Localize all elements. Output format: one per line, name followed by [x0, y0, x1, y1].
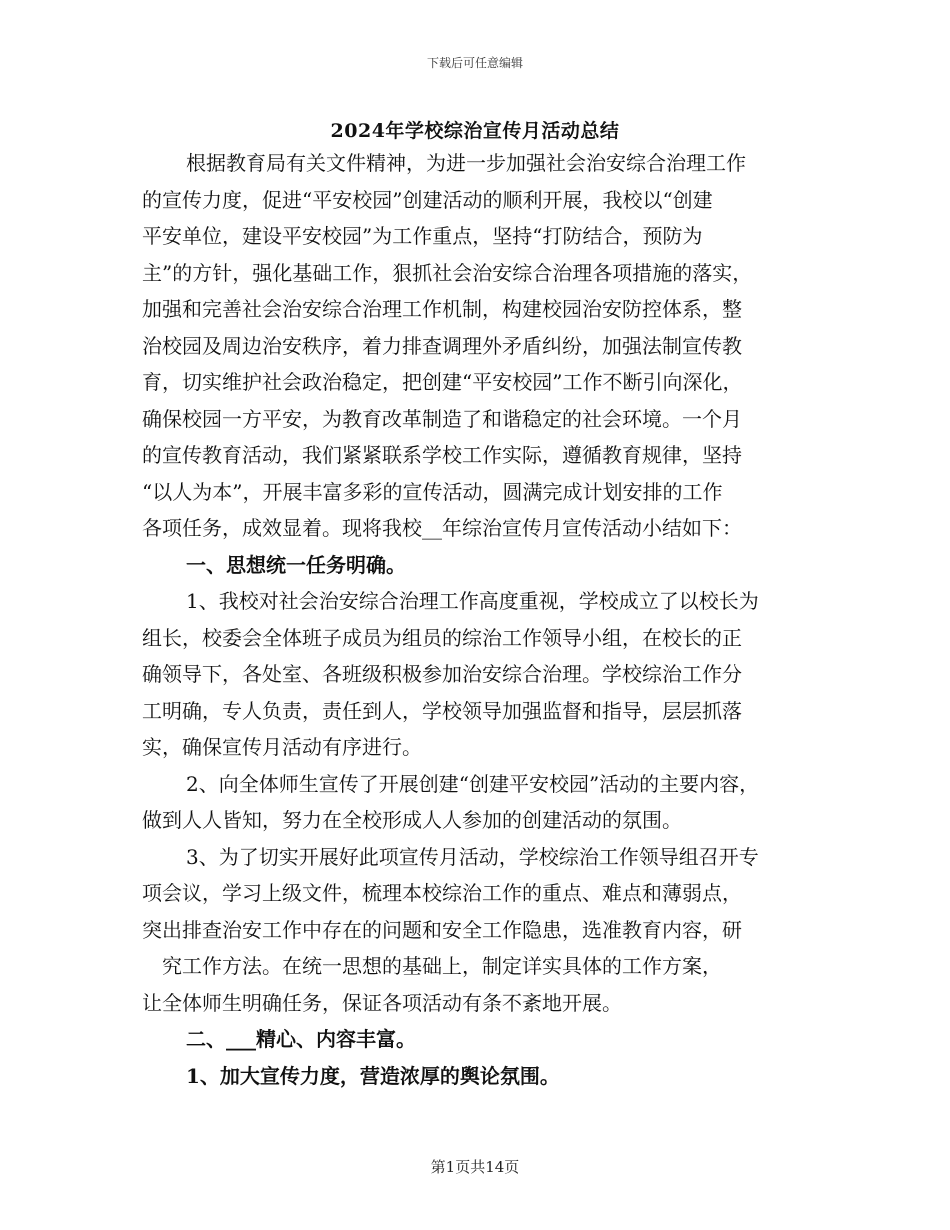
paragraph-line: 确保校园一方平安，为教育改革制造了和谐稳定的社会环境。一个月: [142, 406, 742, 431]
paragraph-line: 的宣传教育活动，我们紧紧联系学校工作实际，遵循教育规律，坚持: [142, 443, 742, 467]
paragraph-line: 根据教育局有关文件精神，为进一步加强社会治安综合治理工作: [186, 151, 746, 175]
paragraph-line: 加强和完善社会治安综合治理工作机制，构建校园治安防控体系，整: [142, 297, 742, 321]
paragraph-line: 3、为了切实开展好此项宣传月活动，学校综治工作领导组召开专: [186, 844, 759, 869]
paragraph-line: 育，切实维护社会政治稳定，把创建“平安校园”工作不断引向深化，: [142, 370, 743, 394]
page-number-footer: 第1页共14页: [430, 1158, 520, 1176]
paragraph-line: “以人为本”，开展丰富多彩的宣传活动，圆满完成计划安排的工作: [142, 479, 723, 504]
paragraph-line: 确领导下，各处室、各班级积极参加治安综合治理。学校综治工作分: [142, 662, 742, 686]
paragraph-line: 主”的方针，强化基础工作，狠抓社会治安综合治理各项措施的落实，: [142, 260, 753, 285]
paragraph-line: 的宣传力度，促进“平安校园”创建活动的顺利开展，我校以“创建: [142, 187, 713, 212]
document-title: 2024年学校综治宣传月活动总结: [330, 120, 620, 142]
paragraph-line: 各项任务，成效显着。现将我校__年综治宣传月宣传活动小结如下：: [142, 516, 742, 540]
paragraph-line: 工明确，专人负责，责任到人，学校领导加强监督和指导，层层抓落: [142, 698, 742, 723]
paragraph-line: 组长，校委会全体班子成员为组员的综治工作领导小组，在校长的正: [142, 625, 742, 650]
paragraph-line: 究工作方法。在统一思想的基础上，制定详实具体的工作方案，: [162, 954, 722, 978]
header-note: 下载后可任意编辑: [426, 56, 523, 70]
paragraph-line: 平安单位，建设平安校园”为工作重点，坚持“打防结合，预防为: [142, 224, 703, 248]
paragraph-line: 做到人人皆知，努力在全校形成人人参加的创建活动的氛围。: [142, 808, 682, 832]
section-heading: 二、___精心、内容丰富。: [186, 1027, 416, 1051]
paragraph-line: 突出排查治安工作中存在的问题和安全工作隐患，选准教育内容，研: [142, 917, 742, 942]
paragraph-line: 治校园及周边治安秩序，着力排查调理外矛盾纠纷，加强法制宣传教: [142, 333, 742, 358]
paragraph-line: 1、我校对社会治安综合治理工作高度重视，学校成立了以校长为: [186, 589, 759, 613]
paragraph-line: 实，确保宣传月活动有序进行。: [142, 735, 422, 759]
paragraph-line: 项会议，学习上级文件，梳理本校综治工作的重点、难点和薄弱点，: [142, 881, 742, 905]
paragraph-line: 2、向全体师生宣传了开展创建“创建平安校园”活动的主要内容，: [186, 771, 760, 796]
paragraph-line: 让全体师生明确任务，保证各项活动有条不紊地开展。: [142, 990, 622, 1015]
subsection-heading: 1、加大宣传力度，营造浓厚的舆论氛围。: [186, 1063, 560, 1088]
document-body: [142, 145, 822, 1094]
section-heading: 一、思想统一任务明确。: [186, 552, 406, 577]
